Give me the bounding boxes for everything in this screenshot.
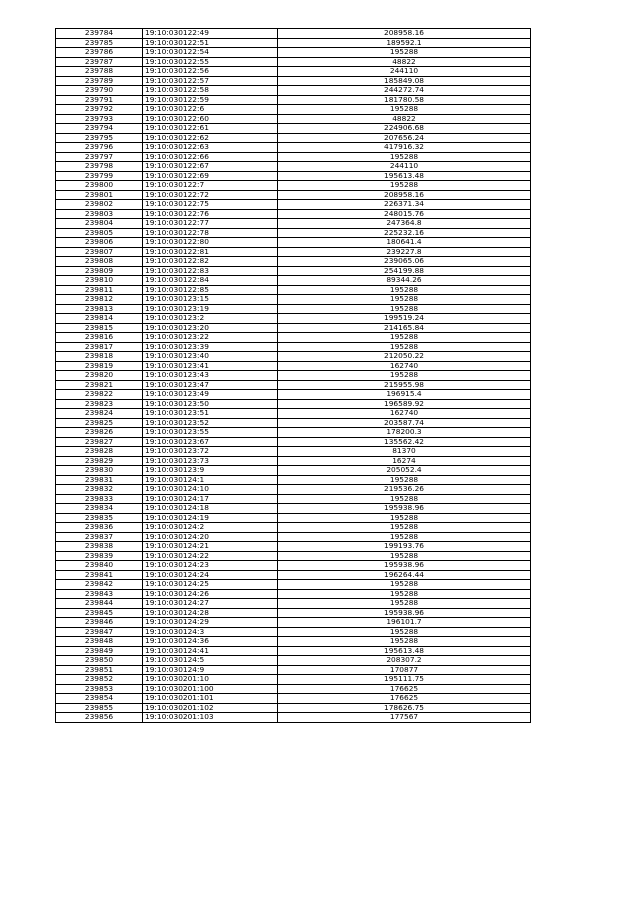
table-row	[56, 390, 531, 400]
value-cell: 195288	[278, 627, 531, 637]
row-id-cell: 239794	[56, 124, 143, 134]
row-id-cell: 239803	[56, 209, 143, 219]
row-id-cell: 239808	[56, 257, 143, 267]
value-cell: 195288	[278, 532, 531, 542]
value-cell: 195288	[278, 295, 531, 305]
cadastral-number-cell: 19:10:030124:17	[143, 494, 278, 504]
cadastral-number-cell: 19:10:030124:20	[143, 532, 278, 542]
table-row	[56, 646, 531, 656]
cadastral-number-cell: 19:10:030124:26	[143, 589, 278, 599]
row-id-cell: 239804	[56, 219, 143, 229]
cadastral-number-cell: 19:10:030123:43	[143, 371, 278, 381]
table-row	[56, 428, 531, 438]
cadastral-number-cell: 19:10:030122:54	[143, 48, 278, 58]
row-id-cell: 239820	[56, 371, 143, 381]
value-cell: 219536.26	[278, 485, 531, 495]
cadastral-number-cell: 19:10:030122:82	[143, 257, 278, 267]
row-id-cell: 239841	[56, 570, 143, 580]
value-cell: 207656.24	[278, 133, 531, 143]
value-cell: 195288	[278, 637, 531, 647]
table-row	[56, 152, 531, 162]
cadastral-number-cell: 19:10:030124:41	[143, 646, 278, 656]
cadastral-number-cell: 19:10:030124:25	[143, 580, 278, 590]
value-cell: 208958.16	[278, 190, 531, 200]
row-id-cell: 239855	[56, 703, 143, 713]
table-row	[56, 371, 531, 381]
table-row	[56, 504, 531, 514]
row-id-cell: 239791	[56, 95, 143, 105]
table-row	[56, 219, 531, 229]
value-cell: 248015.76	[278, 209, 531, 219]
row-id-cell: 239827	[56, 437, 143, 447]
table-row	[56, 304, 531, 314]
cadastral-number-cell: 19:10:030122:83	[143, 266, 278, 276]
table-row	[56, 542, 531, 552]
cadastral-number-cell: 19:10:030124:24	[143, 570, 278, 580]
cadastral-number-cell: 19:10:030123:50	[143, 399, 278, 409]
row-id-cell: 239815	[56, 323, 143, 333]
value-cell: 176625	[278, 694, 531, 704]
table-row	[56, 29, 531, 39]
value-cell: 195288	[278, 580, 531, 590]
cadastral-number-cell: 19:10:030122:62	[143, 133, 278, 143]
row-id-cell: 239798	[56, 162, 143, 172]
row-id-cell: 239850	[56, 656, 143, 666]
table-row	[56, 684, 531, 694]
table-row	[56, 76, 531, 86]
row-id-cell: 239796	[56, 143, 143, 153]
table-row	[56, 162, 531, 172]
cadastral-number-cell: 19:10:030123:40	[143, 352, 278, 362]
value-cell: 195288	[278, 105, 531, 115]
value-cell: 195288	[278, 371, 531, 381]
cadastral-number-cell: 19:10:030201:101	[143, 694, 278, 704]
row-id-cell: 239854	[56, 694, 143, 704]
cadastral-number-cell: 19:10:030122:72	[143, 190, 278, 200]
cadastral-number-cell: 19:10:030122:78	[143, 228, 278, 238]
row-id-cell: 239786	[56, 48, 143, 58]
value-cell: 195288	[278, 599, 531, 609]
cadastral-number-cell: 19:10:030123:73	[143, 456, 278, 466]
value-cell: 195288	[278, 513, 531, 523]
value-cell: 226371.34	[278, 200, 531, 210]
row-id-cell: 239831	[56, 475, 143, 485]
table-row	[56, 665, 531, 675]
value-cell: 195288	[278, 152, 531, 162]
table-row	[56, 57, 531, 67]
row-id-cell: 239806	[56, 238, 143, 248]
row-id-cell: 239819	[56, 361, 143, 371]
value-cell: 195288	[278, 589, 531, 599]
table-row	[56, 608, 531, 618]
row-id-cell: 239832	[56, 485, 143, 495]
table-row	[56, 599, 531, 609]
row-id-cell: 239836	[56, 523, 143, 533]
value-cell: 224906.68	[278, 124, 531, 134]
table-row	[56, 713, 531, 723]
value-cell: 205052.4	[278, 466, 531, 476]
table-row	[56, 532, 531, 542]
row-id-cell: 239851	[56, 665, 143, 675]
value-cell: 244272.74	[278, 86, 531, 96]
cadastral-number-cell: 19:10:030122:77	[143, 219, 278, 229]
row-id-cell: 239825	[56, 418, 143, 428]
table-row	[56, 580, 531, 590]
table-row	[56, 380, 531, 390]
value-cell: 199519.24	[278, 314, 531, 324]
table-row	[56, 694, 531, 704]
value-cell: 170877	[278, 665, 531, 675]
cadastral-number-cell: 19:10:030122:57	[143, 76, 278, 86]
value-cell: 178626.75	[278, 703, 531, 713]
cadastral-number-cell: 19:10:030123:41	[143, 361, 278, 371]
cadastral-number-cell: 19:10:030123:52	[143, 418, 278, 428]
cadastral-number-cell: 19:10:030123:67	[143, 437, 278, 447]
value-cell: 195613.48	[278, 646, 531, 656]
table-body	[56, 29, 531, 723]
cadastral-number-cell: 19:10:030122:67	[143, 162, 278, 172]
row-id-cell: 239800	[56, 181, 143, 191]
value-cell: 48822	[278, 57, 531, 67]
value-cell: 195288	[278, 551, 531, 561]
value-cell: 239065.06	[278, 257, 531, 267]
cadastral-number-cell: 19:10:030122:80	[143, 238, 278, 248]
row-id-cell: 239843	[56, 589, 143, 599]
row-id-cell: 239853	[56, 684, 143, 694]
cadastral-number-cell: 19:10:030124:22	[143, 551, 278, 561]
cadastral-number-cell: 19:10:030123:2	[143, 314, 278, 324]
cadastral-number-cell: 19:10:030124:23	[143, 561, 278, 571]
row-id-cell: 239824	[56, 409, 143, 419]
cadastral-number-cell: 19:10:030124:3	[143, 627, 278, 637]
cadastral-number-cell: 19:10:030122:56	[143, 67, 278, 77]
cadastral-number-cell: 19:10:030201:10	[143, 675, 278, 685]
value-cell: 178200.3	[278, 428, 531, 438]
cadastral-number-cell: 19:10:030123:20	[143, 323, 278, 333]
cadastral-number-cell: 19:10:030124:18	[143, 504, 278, 514]
row-id-cell: 239785	[56, 38, 143, 48]
value-cell: 180641.4	[278, 238, 531, 248]
table-row	[56, 124, 531, 134]
row-id-cell: 239852	[56, 675, 143, 685]
table-row	[56, 589, 531, 599]
table-row	[56, 48, 531, 58]
table-row	[56, 295, 531, 305]
table-row	[56, 133, 531, 143]
table-row	[56, 143, 531, 153]
row-id-cell: 239784	[56, 29, 143, 39]
value-cell: 177567	[278, 713, 531, 723]
table-row	[56, 513, 531, 523]
value-cell: 195938.96	[278, 504, 531, 514]
row-id-cell: 239816	[56, 333, 143, 343]
value-cell: 203587.74	[278, 418, 531, 428]
value-cell: 254199.88	[278, 266, 531, 276]
value-cell: 196915.4	[278, 390, 531, 400]
value-cell: 195938.96	[278, 561, 531, 571]
table-row	[56, 523, 531, 533]
cadastral-number-cell: 19:10:030124:10	[143, 485, 278, 495]
value-cell: 195288	[278, 304, 531, 314]
row-id-cell: 239840	[56, 561, 143, 571]
row-id-cell: 239839	[56, 551, 143, 561]
value-cell: 89344.26	[278, 276, 531, 286]
cadastral-number-cell: 19:10:030122:51	[143, 38, 278, 48]
value-cell: 196589.92	[278, 399, 531, 409]
cadastral-number-cell: 19:10:030123:39	[143, 342, 278, 352]
table-row	[56, 266, 531, 276]
table-row	[56, 637, 531, 647]
row-id-cell: 239812	[56, 295, 143, 305]
cadastral-number-cell: 19:10:030124:36	[143, 637, 278, 647]
cadastral-number-cell: 19:10:030124:28	[143, 608, 278, 618]
cadastral-number-cell: 19:10:030124:9	[143, 665, 278, 675]
table-row	[56, 95, 531, 105]
value-cell: 16274	[278, 456, 531, 466]
row-id-cell: 239802	[56, 200, 143, 210]
table-row	[56, 67, 531, 77]
value-cell: 195938.96	[278, 608, 531, 618]
value-cell: 214165.84	[278, 323, 531, 333]
table-row	[56, 437, 531, 447]
row-id-cell: 239842	[56, 580, 143, 590]
table-row	[56, 352, 531, 362]
value-cell: 81370	[278, 447, 531, 457]
table-row	[56, 200, 531, 210]
cadastral-number-cell: 19:10:030201:100	[143, 684, 278, 694]
cadastral-number-cell: 19:10:030124:2	[143, 523, 278, 533]
row-id-cell: 239828	[56, 447, 143, 457]
table-row	[56, 190, 531, 200]
value-cell: 417916.32	[278, 143, 531, 153]
table-row	[56, 561, 531, 571]
table-row	[56, 86, 531, 96]
table-row	[56, 257, 531, 267]
table-row	[56, 171, 531, 181]
cadastral-number-cell: 19:10:030123:15	[143, 295, 278, 305]
row-id-cell: 239817	[56, 342, 143, 352]
row-id-cell: 239838	[56, 542, 143, 552]
row-id-cell: 239829	[56, 456, 143, 466]
row-id-cell: 239826	[56, 428, 143, 438]
cadastral-number-cell: 19:10:030124:19	[143, 513, 278, 523]
row-id-cell: 239814	[56, 314, 143, 324]
table-row	[56, 456, 531, 466]
table-row	[56, 209, 531, 219]
cadastral-number-cell: 19:10:030124:29	[143, 618, 278, 628]
row-id-cell: 239807	[56, 247, 143, 257]
row-id-cell: 239797	[56, 152, 143, 162]
row-id-cell: 239844	[56, 599, 143, 609]
row-id-cell: 239833	[56, 494, 143, 504]
value-cell: 196264.44	[278, 570, 531, 580]
row-id-cell: 239795	[56, 133, 143, 143]
row-id-cell: 239810	[56, 276, 143, 286]
table-row	[56, 228, 531, 238]
cadastral-number-cell: 19:10:030123:55	[143, 428, 278, 438]
cadastral-number-cell: 19:10:030124:1	[143, 475, 278, 485]
value-cell: 244110	[278, 67, 531, 77]
value-cell: 195111.75	[278, 675, 531, 685]
value-cell: 195288	[278, 475, 531, 485]
row-id-cell: 239787	[56, 57, 143, 67]
table-row	[56, 114, 531, 124]
value-cell: 199193.76	[278, 542, 531, 552]
cadastral-number-cell: 19:10:030122:60	[143, 114, 278, 124]
row-id-cell: 239847	[56, 627, 143, 637]
row-id-cell: 239834	[56, 504, 143, 514]
value-cell: 195288	[278, 285, 531, 295]
cadastral-number-cell: 19:10:030123:9	[143, 466, 278, 476]
cadastral-number-cell: 19:10:030123:19	[143, 304, 278, 314]
cadastral-number-cell: 19:10:030122:59	[143, 95, 278, 105]
value-cell: 215955.98	[278, 380, 531, 390]
table-row	[56, 399, 531, 409]
table-row	[56, 675, 531, 685]
table-row	[56, 342, 531, 352]
cadastral-number-cell: 19:10:030122:85	[143, 285, 278, 295]
table-row	[56, 656, 531, 666]
cadastral-number-cell: 19:10:030124:5	[143, 656, 278, 666]
cadastral-number-cell: 19:10:030122:63	[143, 143, 278, 153]
table-row	[56, 418, 531, 428]
cadastral-number-cell: 19:10:030122:55	[143, 57, 278, 67]
value-cell: 244110	[278, 162, 531, 172]
row-id-cell: 239818	[56, 352, 143, 362]
cadastral-number-cell: 19:10:030122:69	[143, 171, 278, 181]
cadastral-number-cell: 19:10:030122:6	[143, 105, 278, 115]
table-row	[56, 447, 531, 457]
row-id-cell: 239837	[56, 532, 143, 542]
value-cell: 225232.16	[278, 228, 531, 238]
table-row	[56, 703, 531, 713]
table-row	[56, 475, 531, 485]
row-id-cell: 239835	[56, 513, 143, 523]
table-row	[56, 247, 531, 257]
value-cell: 162740	[278, 409, 531, 419]
row-id-cell: 239813	[56, 304, 143, 314]
row-id-cell: 239793	[56, 114, 143, 124]
row-id-cell: 239809	[56, 266, 143, 276]
table-row	[56, 276, 531, 286]
value-cell: 48822	[278, 114, 531, 124]
row-id-cell: 239823	[56, 399, 143, 409]
table-row	[56, 570, 531, 580]
row-id-cell: 239792	[56, 105, 143, 115]
value-cell: 195288	[278, 333, 531, 343]
cadastral-number-cell: 19:10:030122:84	[143, 276, 278, 286]
table-row	[56, 314, 531, 324]
cadastral-number-cell: 19:10:030122:49	[143, 29, 278, 39]
cadastral-number-cell: 19:10:030123:72	[143, 447, 278, 457]
row-id-cell: 239811	[56, 285, 143, 295]
cadastral-number-cell: 19:10:030123:22	[143, 333, 278, 343]
value-cell: 185849.08	[278, 76, 531, 86]
cadastral-number-cell: 19:10:030123:47	[143, 380, 278, 390]
row-id-cell: 239789	[56, 76, 143, 86]
value-cell: 195613.48	[278, 171, 531, 181]
cadastral-number-cell: 19:10:030122:61	[143, 124, 278, 134]
value-cell: 208958.16	[278, 29, 531, 39]
table-row	[56, 551, 531, 561]
row-id-cell: 239790	[56, 86, 143, 96]
value-cell: 195288	[278, 523, 531, 533]
table-row	[56, 38, 531, 48]
row-id-cell: 239788	[56, 67, 143, 77]
value-cell: 176625	[278, 684, 531, 694]
row-id-cell: 239830	[56, 466, 143, 476]
row-id-cell: 239805	[56, 228, 143, 238]
value-cell: 181780.58	[278, 95, 531, 105]
value-cell: 195288	[278, 48, 531, 58]
table-row	[56, 627, 531, 637]
row-id-cell: 239846	[56, 618, 143, 628]
table-row	[56, 409, 531, 419]
cadastral-number-cell: 19:10:030123:51	[143, 409, 278, 419]
cadastral-number-cell: 19:10:030124:21	[143, 542, 278, 552]
value-cell: 189592.1	[278, 38, 531, 48]
table-row	[56, 618, 531, 628]
row-id-cell: 239822	[56, 390, 143, 400]
table-row	[56, 361, 531, 371]
cadastral-number-cell: 19:10:030122:75	[143, 200, 278, 210]
table-row	[56, 323, 531, 333]
cadastral-number-cell: 19:10:030122:66	[143, 152, 278, 162]
value-cell: 208307.2	[278, 656, 531, 666]
value-cell: 135562.42	[278, 437, 531, 447]
row-id-cell: 239821	[56, 380, 143, 390]
cadastral-number-cell: 19:10:030201:103	[143, 713, 278, 723]
cadastral-number-cell: 19:10:030201:102	[143, 703, 278, 713]
value-cell: 212050.22	[278, 352, 531, 362]
table-row	[56, 105, 531, 115]
table-row	[56, 181, 531, 191]
table-row	[56, 333, 531, 343]
data-table	[55, 28, 531, 723]
cadastral-number-cell: 19:10:030124:27	[143, 599, 278, 609]
row-id-cell: 239845	[56, 608, 143, 618]
cadastral-number-cell: 19:10:030122:76	[143, 209, 278, 219]
row-id-cell: 239848	[56, 637, 143, 647]
value-cell: 195288	[278, 181, 531, 191]
value-cell: 195288	[278, 494, 531, 504]
cadastral-number-cell: 19:10:030122:81	[143, 247, 278, 257]
row-id-cell: 239799	[56, 171, 143, 181]
table-row	[56, 466, 531, 476]
value-cell: 195288	[278, 342, 531, 352]
table-row	[56, 285, 531, 295]
value-cell: 162740	[278, 361, 531, 371]
value-cell: 239227.8	[278, 247, 531, 257]
row-id-cell: 239856	[56, 713, 143, 723]
cadastral-number-cell: 19:10:030122:58	[143, 86, 278, 96]
value-cell: 247364.8	[278, 219, 531, 229]
row-id-cell: 239801	[56, 190, 143, 200]
table-row	[56, 238, 531, 248]
row-id-cell: 239849	[56, 646, 143, 656]
table-row	[56, 494, 531, 504]
cadastral-number-cell: 19:10:030123:49	[143, 390, 278, 400]
table-row	[56, 485, 531, 495]
cadastral-number-cell: 19:10:030122:7	[143, 181, 278, 191]
value-cell: 196101.7	[278, 618, 531, 628]
